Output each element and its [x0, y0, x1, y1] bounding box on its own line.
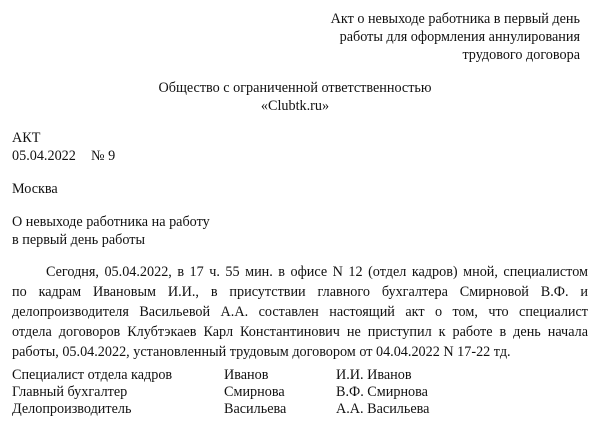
signature-row — [12, 383, 588, 401]
signature-name: И.И. Иванов — [336, 367, 412, 383]
subject-line-1: О невыходе работника на работу — [12, 214, 210, 230]
body-row-5: работы, 05.04.2022, установленный трудовым договором от 04.04.2022 N 17-22 тд. — [12, 344, 511, 360]
signature-name: А.А. Васильева — [336, 401, 430, 417]
act-title: АКТ — [12, 130, 41, 146]
signature-mark: Васильева — [224, 401, 287, 417]
header-line-2: работы для оформления аннулирования — [339, 29, 580, 45]
header-line-3: трудового договора — [462, 47, 580, 63]
body-row-1: Сегодня, 05.04.2022, в 17 ч. 55 мин. в офисе N 12 (отдел кадров) мной, специалистом — [46, 264, 588, 280]
act-body — [12, 262, 588, 362]
signature-row — [12, 400, 588, 418]
signature-mark: Иванов — [224, 367, 269, 383]
signature-position: Главный бухгалтер — [12, 384, 128, 400]
organization-line-1: Общество с ограниченной ответственностью — [158, 80, 432, 96]
body-row-2: по кадрам Ивановым И.И., в присутствии главного бухгалтера Смирновой В.Ф. и — [12, 284, 588, 300]
city: Москва — [12, 181, 58, 197]
act-number: № 9 — [91, 148, 116, 164]
signature-mark: Смирнова — [224, 384, 285, 400]
body-row-3: делопроизводителя Васильевой А.А. составлен настоящий акт о том, что специалист — [12, 304, 588, 320]
body-row-4: отдела договоров Клубтэкаев Карл Константинович не приступил к работе в день начала — [12, 324, 588, 340]
subject-line-2: в первый день работы — [12, 232, 145, 248]
signature-position: Делопроизводитель — [12, 401, 132, 417]
signature-position: Специалист отдела кадров — [12, 367, 173, 383]
act-date: 05.04.2022 — [12, 148, 76, 164]
organization-line-2: «Clubtk.ru» — [260, 98, 330, 114]
signature-row — [12, 366, 588, 384]
header-line-1: Акт о невыходе работника в первый день — [330, 11, 580, 27]
signature-name: В.Ф. Смирнова — [336, 384, 428, 400]
